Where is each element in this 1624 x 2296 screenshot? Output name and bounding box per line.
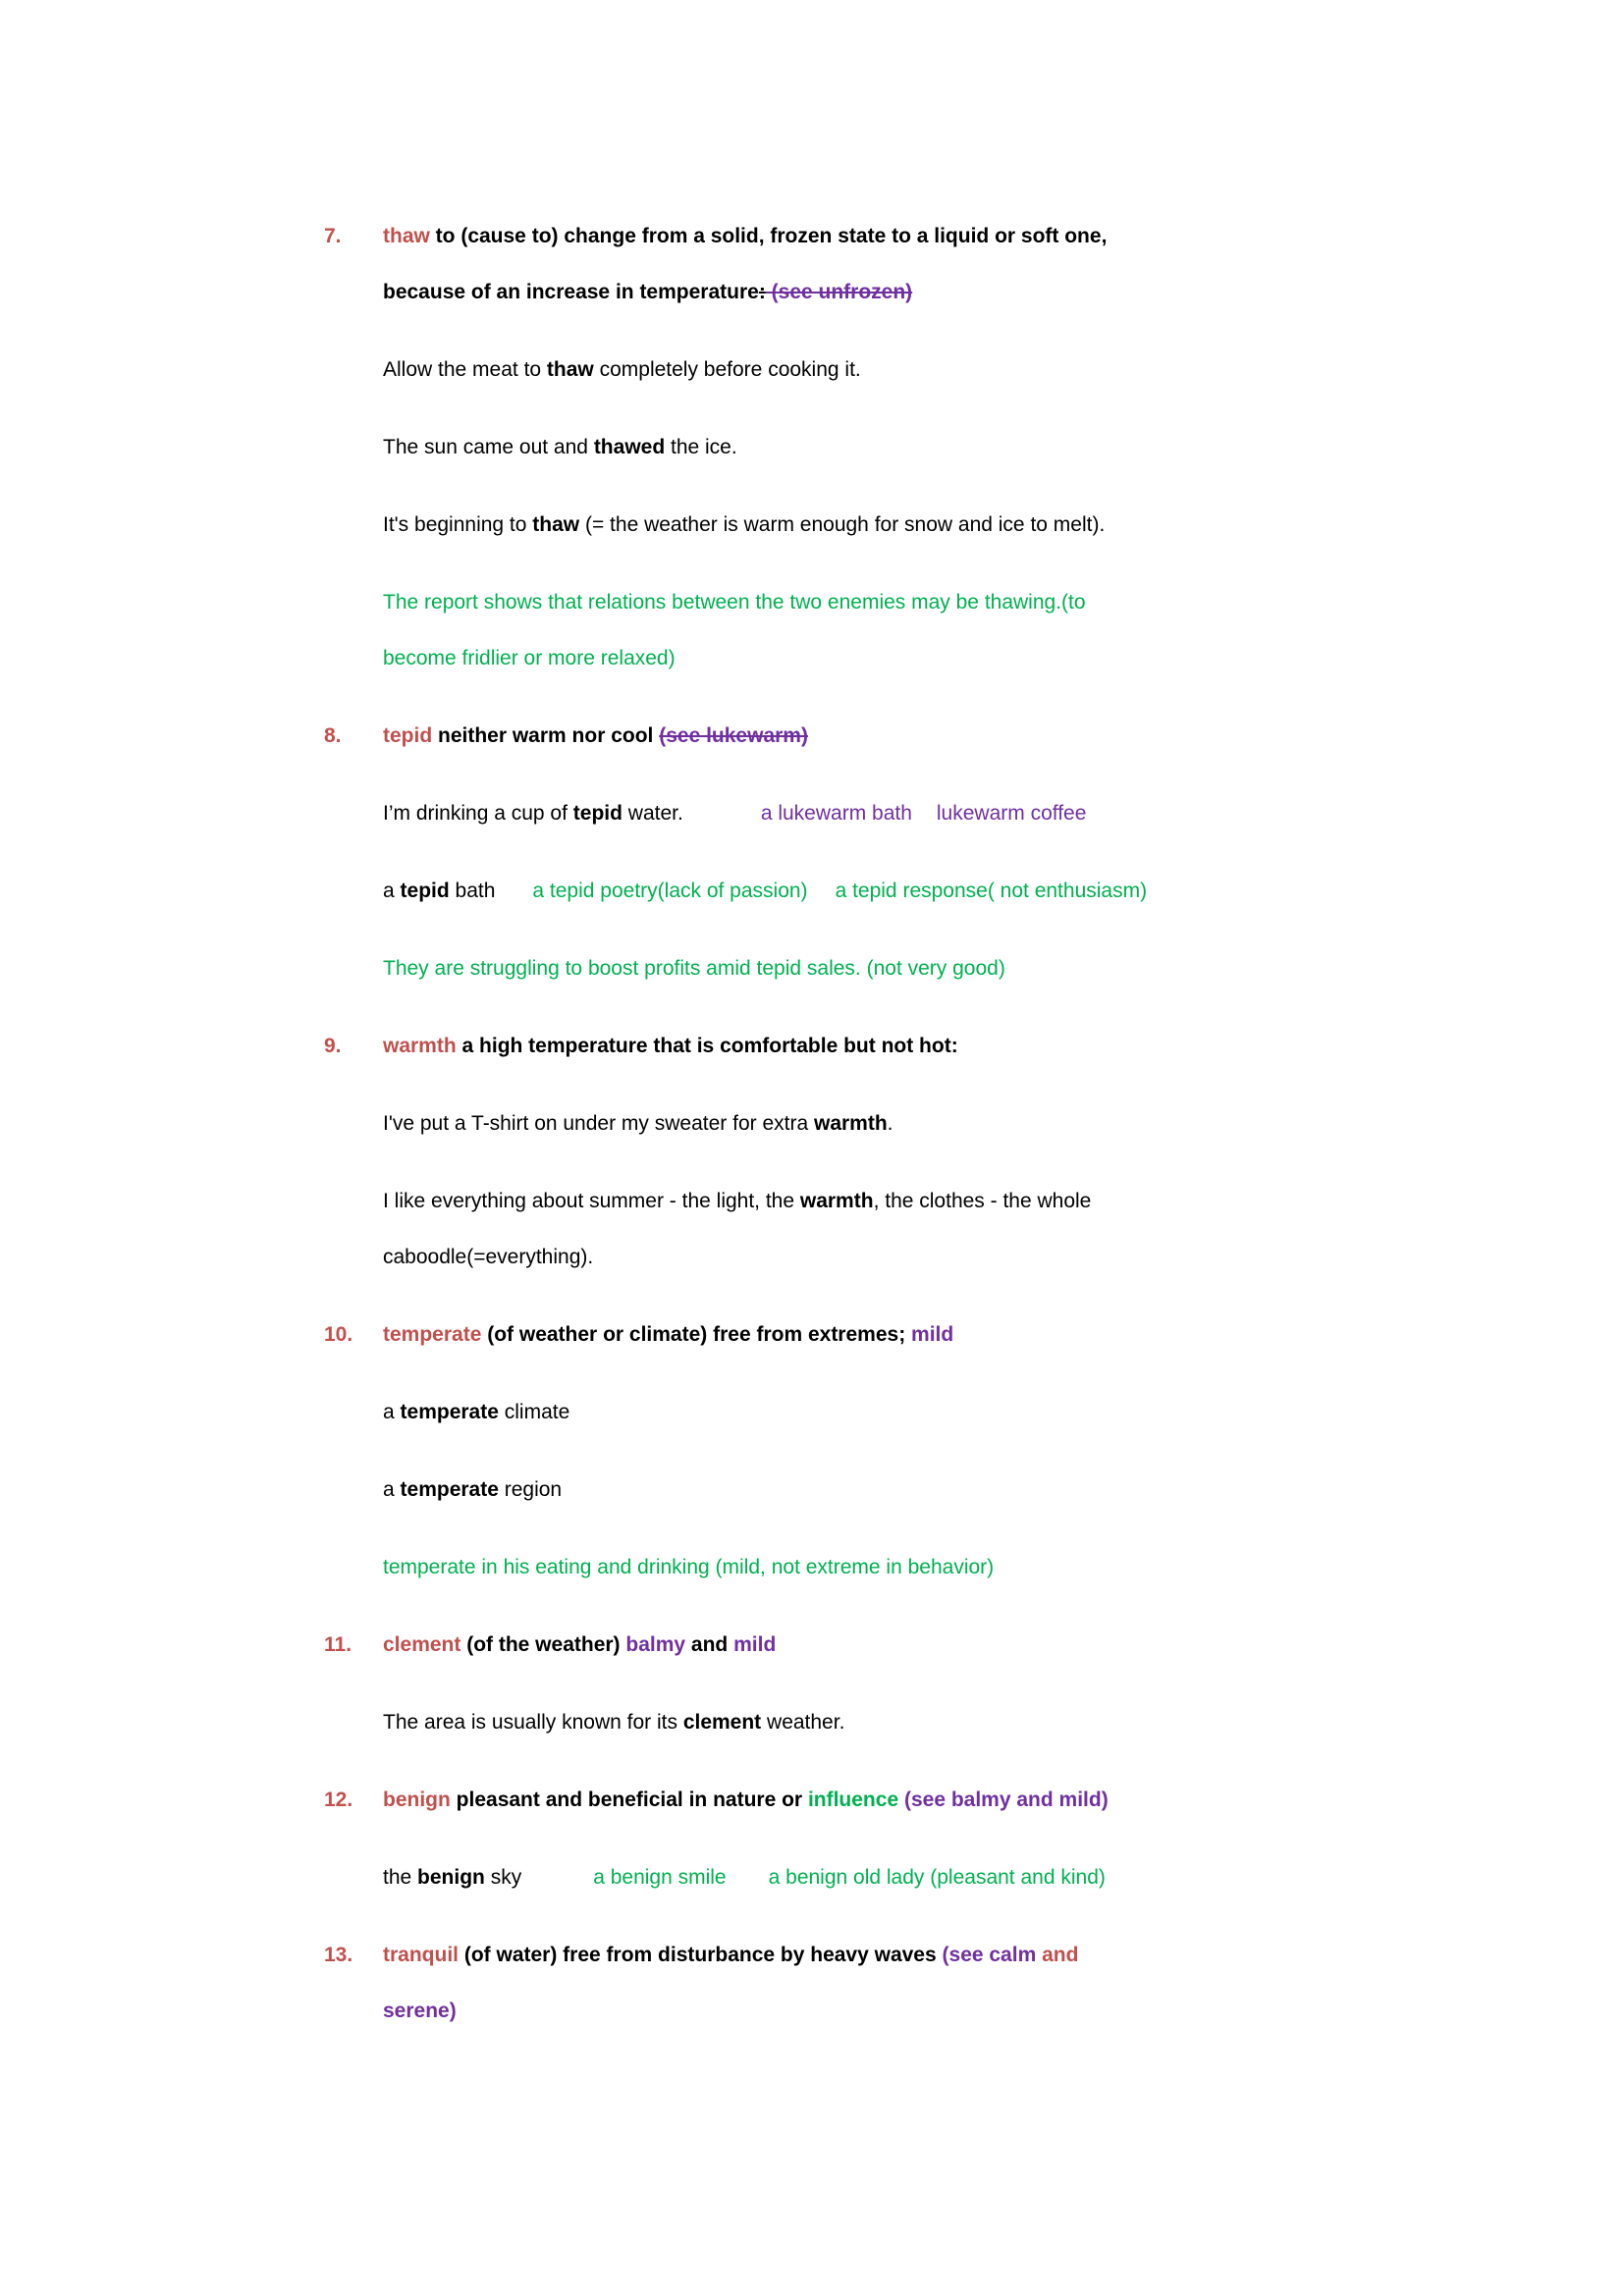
text-segment: balmy — [625, 1633, 686, 1656]
entry-heading-7 — [324, 208, 1147, 320]
text-segment: (= the weather is warm enough for snow and ice to melt). — [579, 513, 1106, 536]
text-segment: mild — [911, 1323, 954, 1346]
text-segment: a lukewarm bath — [760, 802, 912, 825]
list-number: 11. — [324, 1633, 352, 1656]
text-segment: . — [887, 1112, 893, 1135]
entry-heading-8 — [324, 708, 1147, 764]
text-segment: become fridlier or more relaxed) — [383, 647, 676, 669]
text-line — [324, 1539, 1147, 1595]
text-segment: a high temperature that is comfortable but not hot: — [461, 1035, 958, 1057]
text-line — [324, 1173, 1147, 1229]
list-number: 12. — [324, 1789, 353, 1811]
text-line — [324, 497, 1147, 553]
example-paragraph — [324, 497, 1147, 553]
text-segment: , the clothes - the whole — [873, 1190, 1092, 1212]
entry-heading-9 — [324, 1018, 1147, 1074]
text-segment: The area is usually known for its — [383, 1711, 683, 1734]
spacer — [521, 1883, 593, 1884]
text-line — [324, 1462, 1147, 1518]
text-segment: benign — [383, 1789, 457, 1811]
text-segment: thawed — [593, 436, 666, 458]
example-paragraph — [324, 1539, 1147, 1595]
text-segment: thaw — [383, 225, 436, 247]
text-segment: They are struggling to boost profits amid tepid sales. (not very good) — [383, 957, 1005, 980]
text-segment: (see unfrozen) — [765, 281, 913, 303]
text-segment: weather. — [761, 1711, 845, 1734]
example-paragraph — [324, 1384, 1147, 1440]
text-line — [324, 1617, 1147, 1673]
text-segment: tepid — [383, 724, 438, 747]
text-line — [324, 785, 1147, 841]
example-paragraph — [324, 940, 1147, 996]
text-segment: warmth — [799, 1190, 874, 1212]
text-line — [324, 419, 1147, 475]
vocabulary-list — [324, 208, 1147, 2060]
text-segment: the — [383, 1866, 418, 1889]
text-segment: The sun came out and — [383, 436, 594, 458]
text-segment: The report shows that relations between the two enemies may be thawing.(to — [383, 591, 1086, 614]
text-segment: caboodle(=everything). — [383, 1246, 594, 1268]
spacer — [495, 896, 532, 897]
text-line — [324, 1694, 1147, 1750]
text-segment: I like everything about summer - the light, the — [383, 1190, 800, 1212]
text-line — [324, 264, 1147, 320]
example-paragraph — [324, 863, 1147, 919]
text-segment: I’m drinking a cup of — [383, 802, 573, 825]
list-number: 10. — [324, 1323, 353, 1346]
spacer — [727, 1883, 769, 1884]
text-segment: completely before cooking it. — [593, 358, 861, 381]
text-line — [324, 630, 1147, 686]
text-segment: a — [383, 880, 401, 902]
text-segment: neither warm nor cool — [438, 724, 660, 747]
text-segment: temperate in his eating and drinking (mild, not extreme in behavior) — [383, 1556, 995, 1578]
text-segment: bath — [449, 880, 496, 902]
example-paragraph — [324, 1173, 1147, 1285]
text-line — [324, 708, 1147, 764]
entry-heading-11 — [324, 1617, 1147, 1673]
example-paragraph — [324, 785, 1147, 841]
text-segment: I've put a T-shirt on under my sweater for extra — [383, 1112, 814, 1135]
text-segment: warmth — [813, 1112, 888, 1135]
text-segment: tepid — [400, 880, 450, 902]
spacer — [808, 896, 836, 897]
entry-heading-13 — [324, 1927, 1147, 2039]
text-segment: tepid — [572, 802, 623, 825]
text-segment: climate — [498, 1401, 570, 1423]
spacer — [683, 819, 761, 820]
example-paragraph — [324, 1849, 1147, 1905]
example-paragraph — [324, 342, 1147, 398]
text-segment: (see calm — [942, 1944, 1043, 1966]
text-segment: benign — [417, 1866, 485, 1889]
text-segment: clement — [682, 1711, 762, 1734]
entry-heading-10 — [324, 1307, 1147, 1362]
text-segment: (of water) free from disturbance by heavy waves — [463, 1944, 943, 1966]
entry-heading-12 — [324, 1772, 1147, 1828]
text-segment: (see balmy and mild) — [903, 1789, 1109, 1811]
text-segment: lukewarm coffee — [936, 802, 1087, 825]
text-line — [324, 863, 1147, 919]
example-paragraph — [324, 1694, 1147, 1750]
list-number: 9. — [324, 1035, 342, 1057]
text-segment: Allow the meat to — [383, 358, 547, 381]
text-segment: because of an increase in temperature — [383, 281, 759, 303]
text-line — [324, 1307, 1147, 1362]
text-line — [324, 574, 1147, 630]
text-segment: mild — [733, 1633, 777, 1656]
text-segment: sky — [484, 1866, 522, 1889]
text-segment: (see lukewarm) — [659, 724, 808, 747]
text-segment: region — [498, 1478, 563, 1501]
text-line — [324, 342, 1147, 398]
text-line — [324, 1772, 1147, 1828]
text-segment: and — [1042, 1944, 1079, 1966]
text-line — [324, 1849, 1147, 1905]
text-line — [324, 1018, 1147, 1074]
text-segment: pleasant and beneficial in nature or — [456, 1789, 808, 1811]
text-segment: temperate — [400, 1478, 499, 1501]
text-segment: It's beginning to — [383, 513, 533, 536]
text-segment: thaw — [546, 358, 594, 381]
text-segment: and — [685, 1633, 734, 1656]
example-paragraph — [324, 1462, 1147, 1518]
text-line — [324, 1384, 1147, 1440]
text-segment: : — [758, 281, 766, 303]
text-line — [324, 1229, 1147, 1285]
text-segment: warmth — [383, 1035, 462, 1057]
example-paragraph — [324, 1095, 1147, 1151]
text-segment: a — [383, 1401, 401, 1423]
text-line — [324, 208, 1147, 264]
spacer — [912, 819, 937, 820]
text-segment: a benign old lady (pleasant and kind) — [768, 1866, 1106, 1889]
text-segment: temperate — [400, 1401, 499, 1423]
text-segment: a tepid poetry(lack of passion) — [532, 880, 808, 902]
text-segment: thaw — [532, 513, 580, 536]
text-line — [324, 940, 1147, 996]
example-paragraph — [324, 419, 1147, 475]
text-segment: a — [383, 1478, 401, 1501]
text-segment: influence — [807, 1789, 904, 1811]
text-segment: (of the weather) — [466, 1633, 626, 1656]
text-segment: tranquil — [383, 1944, 464, 1966]
text-segment: serene) — [383, 2000, 457, 2022]
text-segment: clement — [383, 1633, 467, 1656]
list-number: 13. — [324, 1944, 353, 1966]
text-line — [324, 1927, 1147, 1983]
text-segment: the ice. — [665, 436, 737, 458]
list-number: 7. — [324, 225, 342, 247]
list-number: 8. — [324, 724, 342, 747]
text-segment: water. — [622, 802, 683, 825]
text-segment: (of weather or climate) free from extremes; — [487, 1323, 912, 1346]
text-line — [324, 1095, 1147, 1151]
example-paragraph — [324, 574, 1147, 686]
text-segment: temperate — [383, 1323, 488, 1346]
text-segment: a tepid response( not enthusiasm) — [835, 880, 1148, 902]
text-line — [324, 1983, 1147, 2039]
text-segment: to (cause to) change from a solid, frozen state to a liquid or soft one, — [435, 225, 1108, 247]
text-segment: a benign smile — [593, 1866, 727, 1889]
